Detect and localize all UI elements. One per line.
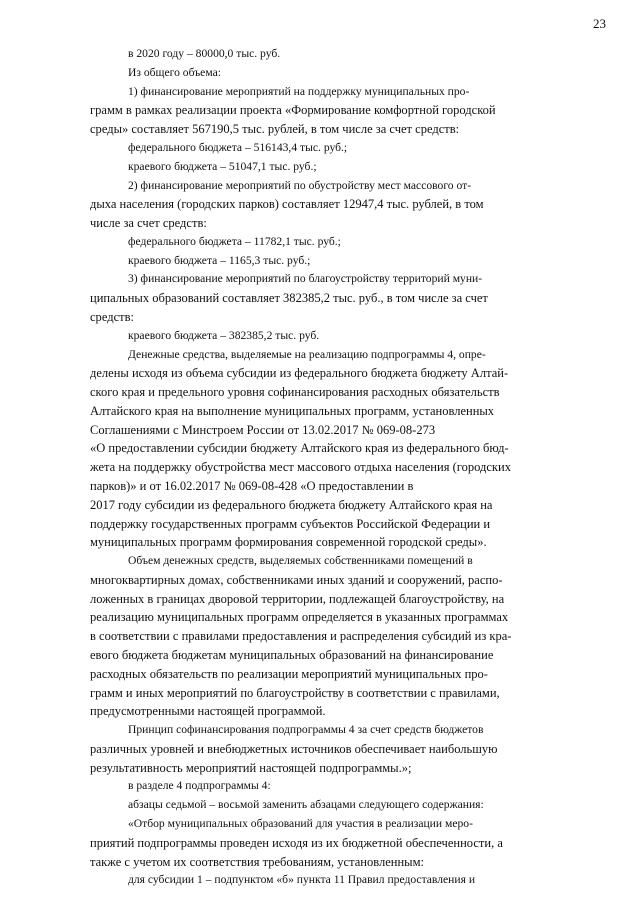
text-line: для субсидии 1 – подпунктом «б» пункта 11 Правил предоставления и xyxy=(128,873,476,887)
text-line: числе за счет средств: xyxy=(90,216,207,230)
text-line: также с учетом их соответствия требованиям, установленным: xyxy=(90,854,424,869)
text-line: Объем денежных средств, выделяемых собственниками помещений в xyxy=(128,554,473,568)
text-line: краевого бюджета – 1165,3 тыс. руб.; xyxy=(128,253,311,267)
text-line: ского края и предельного уровня софинансирования расходных обязательств xyxy=(90,385,500,399)
text-line: краевого бюджета – 51047,1 тыс. руб.; xyxy=(128,159,317,173)
text-line: Соглашениями с Минстроем России от 13.02.2017 № 069-08-273 xyxy=(90,422,436,437)
text-line: «Отбор муниципальных образований для участия в реализации меро- xyxy=(128,817,473,830)
text-line: 3) финансирование мероприятий по благоустройству территорий муни- xyxy=(128,272,483,286)
text-line: расходных обязательств по реализации мероприятий муниципальных про- xyxy=(90,666,488,681)
text-line: 2) финансирование мероприятий по обустройству мест массового от- xyxy=(128,178,472,192)
text-line: Денежные средства, выделяемые на реализацию подпрограммы 4, опре- xyxy=(128,347,486,361)
text-line: средств: xyxy=(90,309,134,324)
text-line: многоквартирных домах, собственниками иных зданий и сооружений, распо- xyxy=(90,572,503,587)
text-line: предусмотренными настоящей программой. xyxy=(90,704,326,719)
text-line: муниципальных программ формирования современной городской среды». xyxy=(90,535,487,550)
page-number: 23 xyxy=(593,16,606,31)
text-line: евого бюджета бюджетам муниципальных образований на финансирование xyxy=(90,648,494,662)
text-line: дыха населения (городских парков) составляет 12947,4 тыс. рублей, в том xyxy=(90,197,484,212)
text-line: 1) финансирование мероприятий на поддержку муниципальных про- xyxy=(128,84,470,98)
text-line: различных уровней и внебюджетных источников обеспечивает наибольшую xyxy=(90,741,498,756)
text-line: парков)» и от 16.02.2017 № 069-08-428 «О предоставлении в xyxy=(90,478,414,493)
text-line: Принцип софинансирования подпрограммы 4 за счет средств бюджетов xyxy=(128,723,484,737)
text-line: абзацы седьмой – восьмой заменить абзацами следующего содержания: xyxy=(128,798,484,812)
text-line: 2017 году субсидии из федерального бюджета бюджету Алтайского края на xyxy=(90,497,493,512)
text-line: краевого бюджета – 382385,2 тыс. руб. xyxy=(128,328,320,342)
text-line: реализацию муниципальных программ определяется в указанных программах xyxy=(90,610,509,625)
text-line: поддержку государственных программ субъектов Российской Федерации и xyxy=(90,516,491,531)
text-line: делены исходя из объема субсидии из федерального бюджета бюджету Алтай- xyxy=(90,366,509,381)
text-line: грамм и иных мероприятий по благоустройству в соответствии с правилами, xyxy=(90,685,500,700)
text-line: грамм в рамках реализации проекта «Формирование комфортной городской xyxy=(90,103,496,118)
text-line: федерального бюджета – 516143,4 тыс. руб.; xyxy=(128,140,348,154)
text-line: в 2020 году – 80000,0 тыс. руб. xyxy=(128,47,281,60)
text-line: жета на поддержку обустройства мест массового отдыха населения (городских xyxy=(90,460,511,475)
text-line: ложенных в границах дворовой территории, подлежащей благоустройству, на xyxy=(90,591,505,606)
text-line: «О предоставлении субсидии бюджету Алтайского края из федерального бюд- xyxy=(90,441,509,456)
text-line: среды» составляет 567190,5 тыс. рублей, в том числе за счет средств: xyxy=(90,122,460,137)
text-line: федерального бюджета – 11782,1 тыс. руб.; xyxy=(128,234,341,248)
text-line: приятий подпрограммы проведен исходя из их бюджетной обеспеченности, а xyxy=(90,835,503,850)
text-line: ципальных образований составляет 382385,2 тыс. руб., в том числе за счет xyxy=(90,291,488,306)
text-line: Из общего объема: xyxy=(128,65,221,79)
text-line: Алтайского края на выполнение муниципальных программ, установленных xyxy=(90,403,495,418)
text-line: результативность мероприятий настоящей подпрограммы.»; xyxy=(90,760,412,775)
text-line: в разделе 4 подпрограммы 4: xyxy=(128,779,271,793)
text-line: в соответствии с правилами предоставления и распределения субсидий из кра- xyxy=(90,629,512,644)
